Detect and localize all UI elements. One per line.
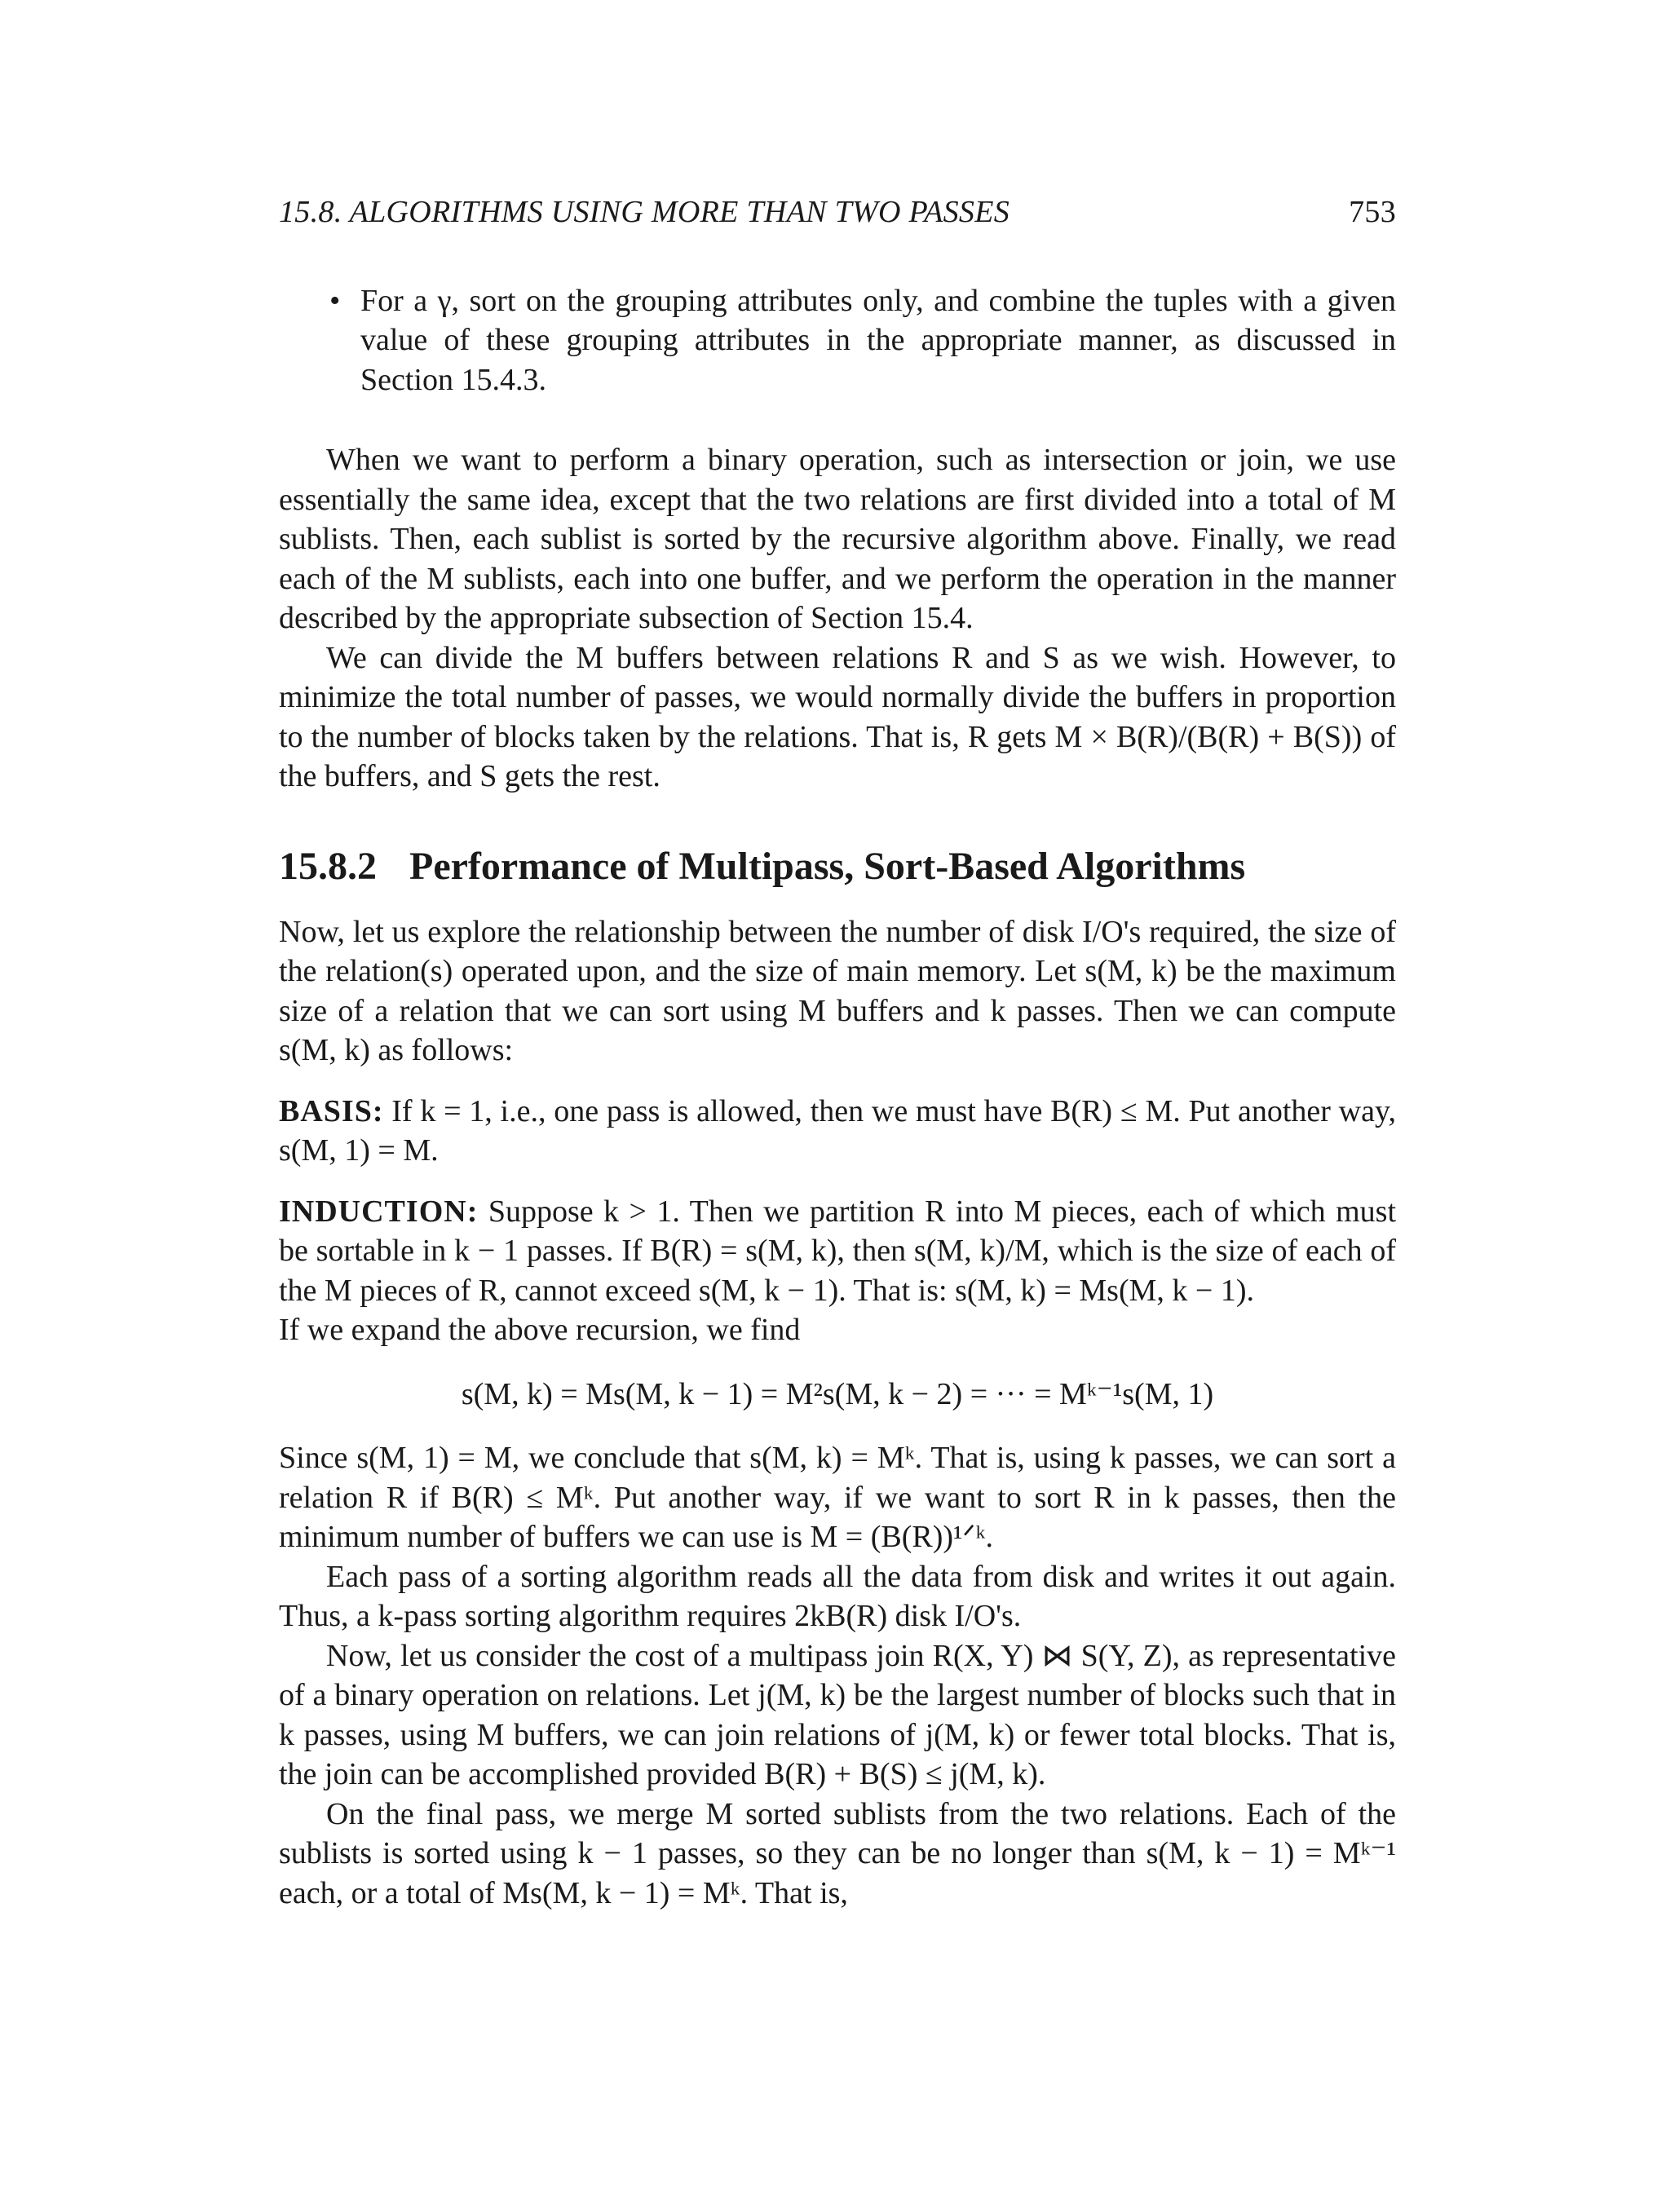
paragraph-binary-operation: When we want to perform a binary operation, such as intersection or join, we use essentially the same idea, except that the two relations are first divided into a total of M sublists. Then, each sublist is sorted by the recursive algorithm above. Finally, we read each of the M sublists, each into one buffer, and we perform the operation in the manner described by the appropriate subsection of Section 15.4. [279, 443, 1396, 635]
paragraph-intro: Now, let us explore the relationship between the number of disk I/O's required, the size of the relation(s) operated upon, and the size of main memory. Let s(M, k) be the maximum size of a relation that we can sort using M buffers and k passes. Then we can compute s(M, k) as follows: [279, 914, 1396, 1067]
page-number: 753 [1349, 195, 1396, 229]
basis-text: If k = 1, i.e., one pass is allowed, then we must have B(R) ≤ M. Put another way, s(M, 1) = M. [279, 1093, 1396, 1168]
running-head-title: 15.8. ALGORITHMS USING MORE THAN TWO PASSES [279, 195, 1010, 229]
paragraph-expand-recursion: If we expand the above recursion, we find [279, 1313, 801, 1347]
section-heading [279, 844, 1396, 890]
induction-text: Suppose k > 1. Then we partition R into M pieces, each of which must be sortable in k − 1 passes. If B(R) = s(M, k), then s(M, k)/M, which is the size of each of the M pieces of R, cannot exceed s(M, k − 1). That is: s(M, k) = Ms(M, k − 1). [279, 1194, 1396, 1308]
running-head [279, 192, 1396, 232]
section-number: 15.8.2 [279, 844, 377, 888]
basis-paragraph [279, 1092, 1396, 1171]
paragraph-final-pass: On the final pass, we merge M sorted sublists from the two relations. Each of the sublists is sorted using k − 1 passes, so they can be no longer than s(M, k − 1) = Mᵏ⁻¹ each, or a total of Ms(M, k − 1) = Mᵏ. That is, [279, 1796, 1396, 1910]
paragraph-divide-buffers: We can divide the M buffers between relations R and S as we wish. However, to minimize the total number of passes, we would normally divide the buffers in proportion to the number of blocks taken by the relations. That is, R gets M × B(R)/(B(R) + B(S)) of the buffers, and S gets the rest. [279, 640, 1396, 793]
induction-label: INDUCTION: [279, 1194, 479, 1229]
paragraph-pass-cost: Each pass of a sorting algorithm reads all the data from disk and writes it out again. Thus, a k-pass sorting algorithm requires 2kB(R) disk I/O's. [279, 1559, 1396, 1633]
bullet-text: For a γ, sort on the grouping attributes only, and combine the tuples with a given value of these grouping attributes in the appropriate manner, as discussed in Section 15.4.3. [360, 283, 1396, 397]
bullet-icon: • [329, 283, 341, 318]
induction-paragraph [279, 1192, 1396, 1311]
bullet-item [279, 281, 1396, 400]
paragraph-conclusion: Since s(M, 1) = M, we conclude that s(M, k) = Mᵏ. That is, using k passes, we can sort a relation R if B(R) ≤ Mᵏ. Put another way, if we want to sort R in k passes, then the minimum number of buffers we can use is M = (B(R))¹ᐟᵏ. [279, 1441, 1396, 1554]
paragraph-multipass-join: Now, let us consider the cost of a multipass join R(X, Y) ⋈ S(Y, Z), as representative of a binary operation on relations. Let j(M, k) be the largest number of blocks such that in k passes, using M buffers, we can join relations of j(M, k) or fewer total blocks. That is, the join can be accomplished provided B(R) + B(S) ≤ j(M, k). [279, 1638, 1396, 1791]
display-equation: s(M, k) = Ms(M, k − 1) = M²s(M, k − 2) = ··· = Mᵏ⁻¹s(M, 1) [461, 1376, 1214, 1411]
page [279, 192, 1396, 1913]
basis-label: BASIS: [279, 1093, 384, 1128]
section-title: Performance of Multipass, Sort-Based Algorithms [409, 844, 1246, 888]
